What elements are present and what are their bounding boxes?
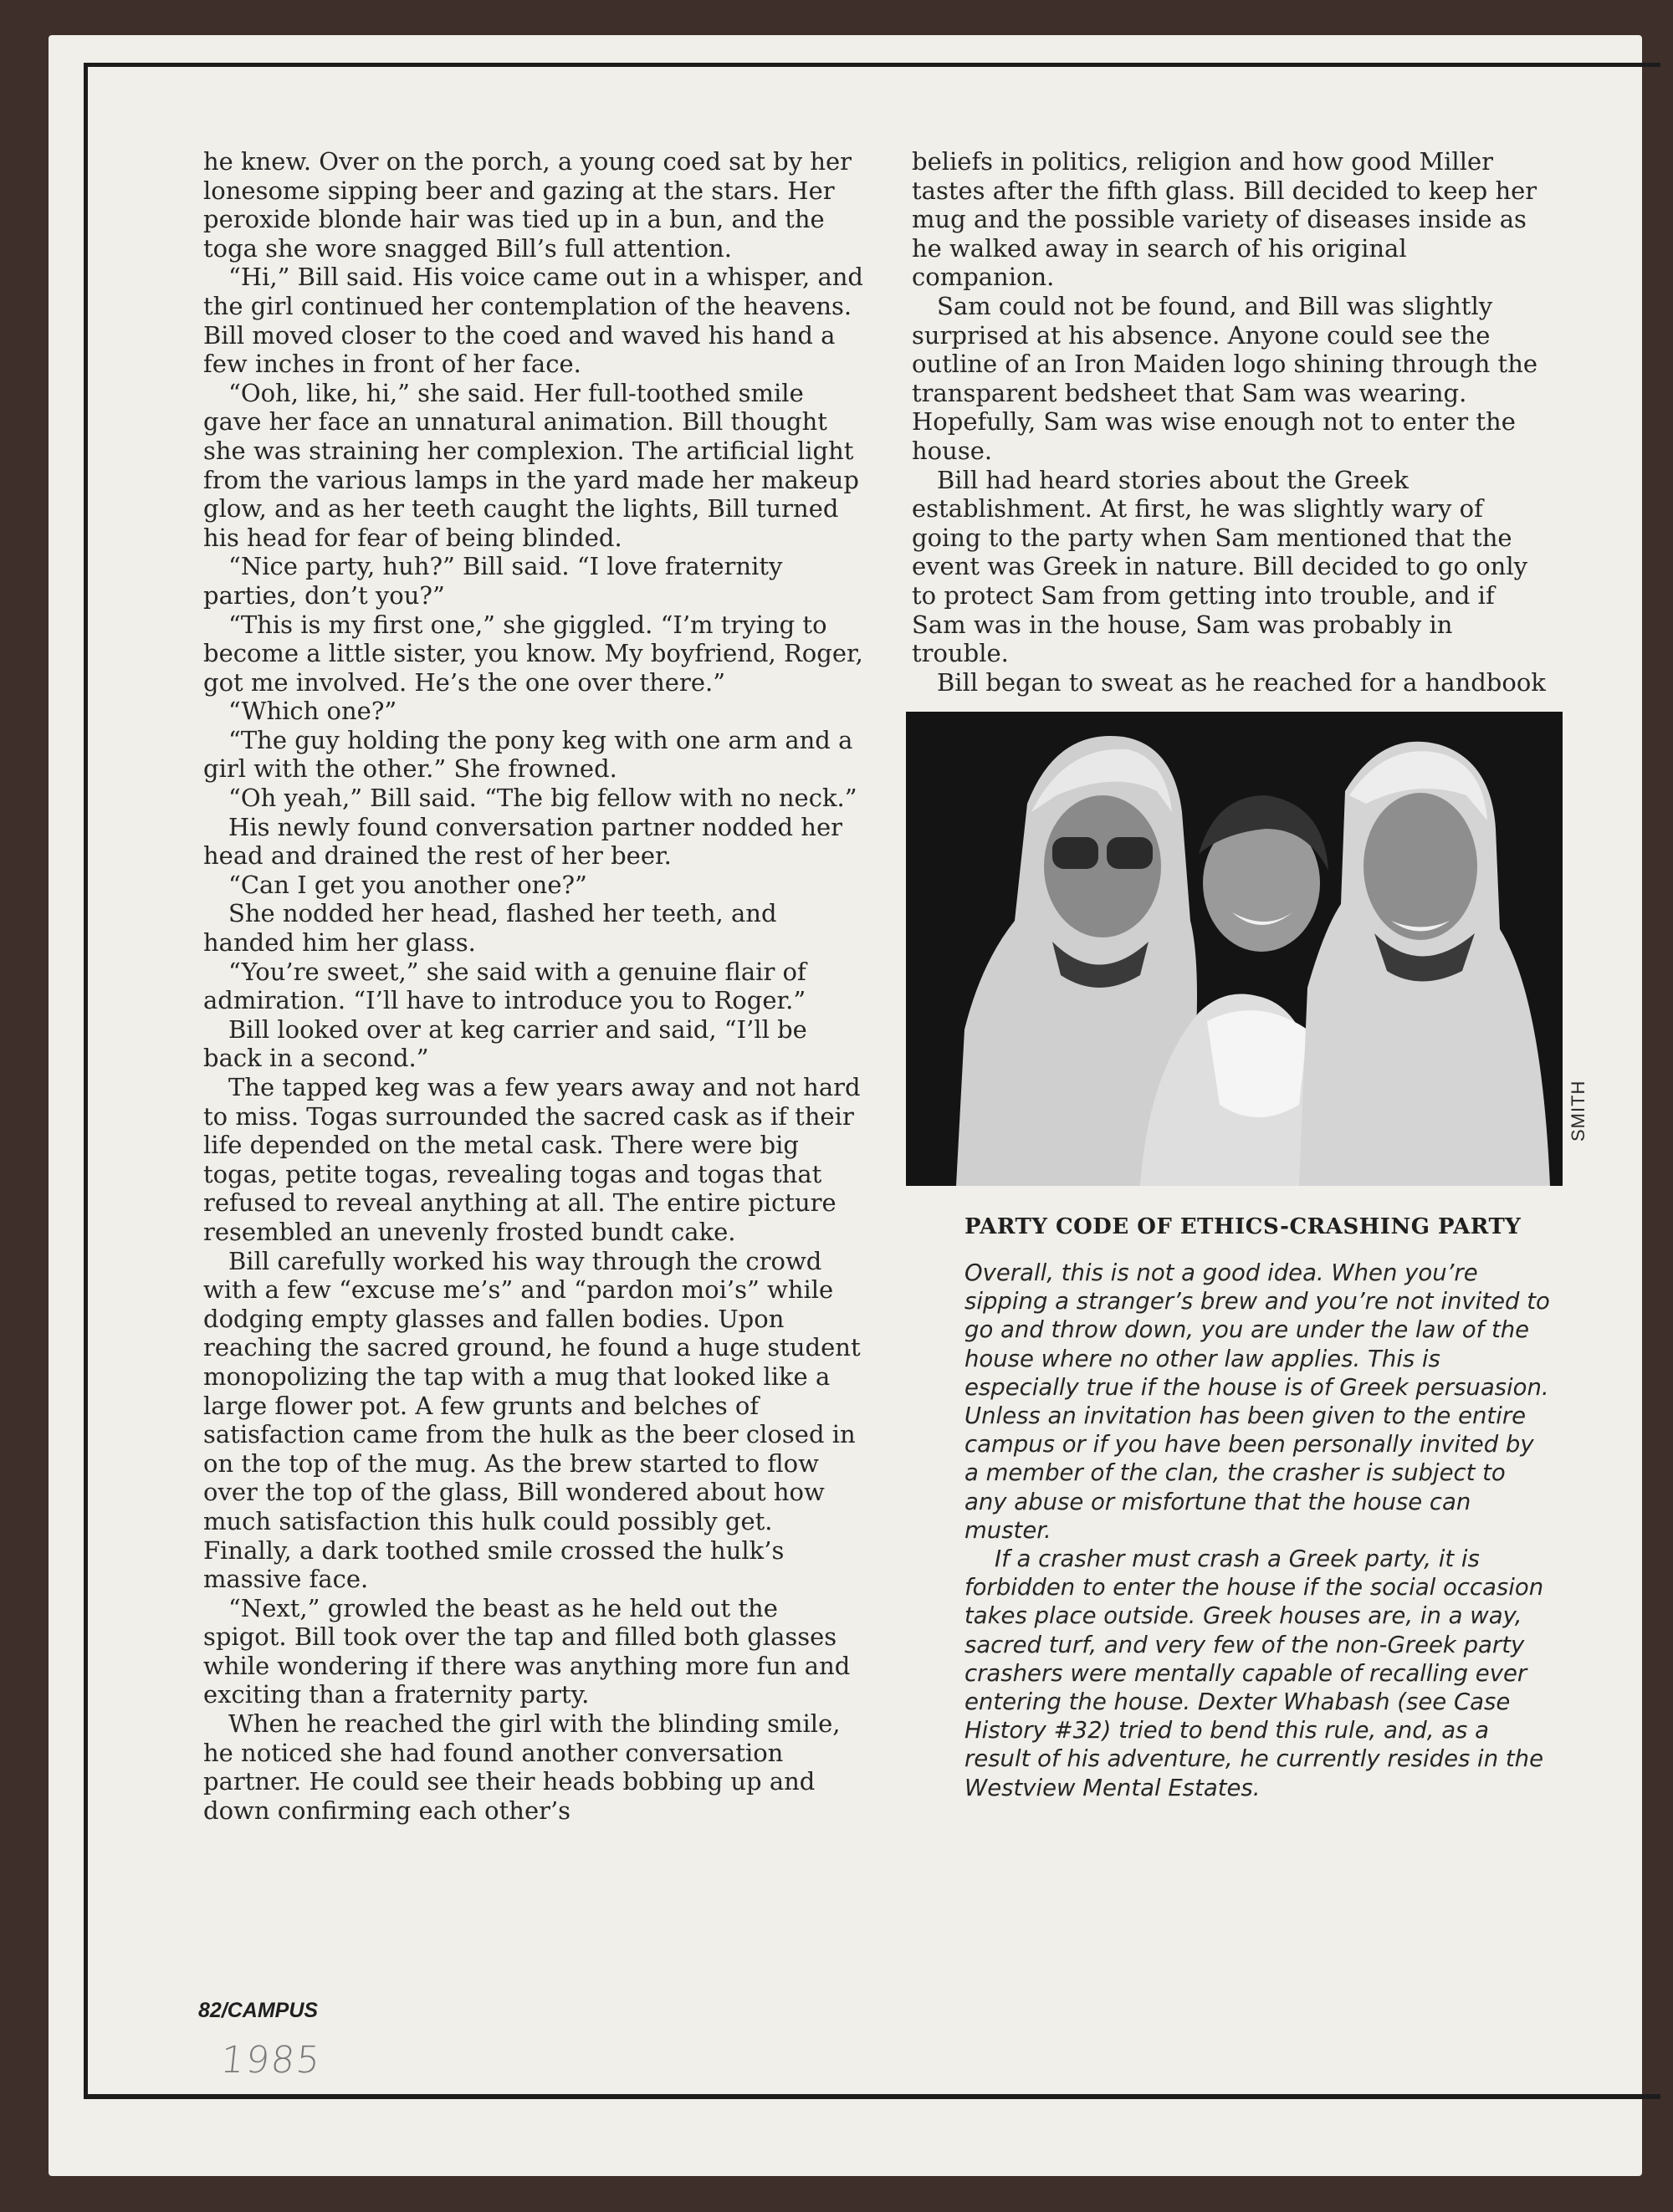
party-photo-illustration [906, 712, 1563, 1186]
page-folio: 82/CAMPUS [198, 1999, 319, 2022]
handwritten-year: 1985 [218, 2039, 324, 2082]
sidebar-heading: PARTY CODE OF ETHICS-CRASHING PARTY [964, 1214, 1522, 1239]
article-paragraph: “Can I get you another one?” [228, 870, 587, 899]
sidebar-body [964, 1259, 1550, 1802]
article-paragraph: “You’re sweet,” she said with a genuine flair of admiration. “I’ll have to introduce you to Roger.” [203, 957, 806, 1015]
article-paragraph: Bill had heard stories about the Greek establishment. At first, he was slightly wary of going to the party when Sam mentioned that the event was Greek in nature. Bill decided to go only to protect Sam from getting into trouble, and if Sam was in the house, Sam was probably in trouble. [912, 465, 1528, 668]
article-paragraph: he knew. Over on the porch, a young coed sat by her lonesome sipping beer and gazing at the stars. Her peroxide blonde hair was tied up in a bun, and the toga she wore snagged Bill’s full attention. [203, 147, 852, 263]
article-paragraph: “Nice party, huh?” Bill said. “I love fraternity parties, don’t you?” [203, 552, 783, 610]
article-paragraph: When he reached the girl with the blinding smile, he noticed she had found another conversation partner. He could see their heads bobbing up and down confirming each other’s [203, 1709, 841, 1825]
article-paragraph: “Hi,” Bill said. His voice came out in a whisper, and the girl continued her contemplation of the heavens. Bill moved closer to the coed and waved his hand a few inches in front of her face. [203, 263, 863, 379]
sidebar-paragraph: If a crasher must crash a Greek party, it is forbidden to enter the house if the social occasion takes place outside. Greek houses are, in a way, sacred turf, and very few of the non-Greek party crashers were mentally capable of recalling ever entering the house. Dexter Whabash (see Case History #32) tried to bend this rule, and, as a result of his adventure, he currently resides in the Westview Mental Estates. [964, 1545, 1544, 1801]
article-paragraph: beliefs in politics, religion and how good Miller tastes after the fifth glass. Bill decided to keep her mug and the possible variety of diseases inside as he walked away in search of his original companion. [912, 147, 1537, 292]
article-left-column [203, 147, 868, 1825]
article-paragraph: She nodded her head, flashed her teeth, and handed him her glass. [203, 899, 777, 958]
article-paragraph: “Which one?” [228, 697, 397, 726]
photo-credit: SMITH [1568, 1080, 1589, 1142]
article-paragraph: The tapped keg was a few years away and not hard to miss. Togas surrounded the sacred cask as if their life depended on the metal cask. There were big togas, petite togas, revealing togas and togas that refused to reveal anything at all. The entire picture resembled an unevenly frosted bundt cake. [203, 1073, 861, 1246]
article-paragraph: Bill carefully worked his way through the crowd with a few “excuse me’s” and “pardon moi’s” while dodging empty glasses and fallen bodies. Upon reaching the sacred ground, he found a huge student monopolizing the tap with a mug that looked like a large flower pot. A few grunts and belches of satisfaction came from the hulk as the beer closed in on the top of the mug. As the brew started to flow over the top of the glass, Bill wondered about how much satisfaction this hulk could possibly get. Finally, a dark toothed smile crossed the hulk’s massive face. [203, 1246, 861, 1594]
article-paragraph: Sam could not be found, and Bill was slightly surprised at his absence. Anyone could see the outline of an Iron Maiden logo shining through the transparent bedsheet that Sam was wearing. Hopefully, Sam was wise enough not to enter the house. [912, 291, 1538, 465]
article-paragraph: Bill looked over at keg carrier and said, “I’ll be back in a second.” [203, 1014, 807, 1073]
article-paragraph: “Oh yeah,” Bill said. “The big fellow with no neck.” [228, 784, 857, 813]
article-right-column [912, 147, 1556, 697]
article-paragraph: His newly found conversation partner nodded her head and drained the rest of her beer. [203, 812, 842, 871]
article-paragraph: Bill began to sweat as he reached for a handbook [937, 667, 1546, 697]
article-paragraph: “Ooh, like, hi,” she said. Her full-toothed smile gave her face an unnatural animation. Bill thought she was straining her complexion. The artificial light from the various lamps in the yard made her makeup glow, and as her teeth caught the lights, Bill turned his head for fear of being blinded. [203, 378, 859, 552]
article-paragraph: “Next,” growled the beast as he held out the spigot. Bill took over the tap and filled both glasses while wondering if there was anything more fun and exciting than a fraternity party. [203, 1593, 851, 1709]
sidebar-paragraph: Overall, this is not a good idea. When you’re sipping a stranger’s brew and you’re not invited to go and throw down, you are under the law of the house where no other law applies. This is especially true if the house is of Greek persuasion. Unless an invitation has been given to the entire campus or if you have been personally invited by a member of the clan, the crasher is subject to any abuse or misfortune that the house can muster. [964, 1259, 1550, 1544]
party-photo [906, 712, 1563, 1186]
article-paragraph: “The guy holding the pony keg with one arm and a girl with the other.” She frowned. [203, 725, 853, 784]
article-paragraph: “This is my first one,” she giggled. “I’m trying to become a little sister, you know. My boyfriend, Roger, got me involved. He’s the one over there.” [203, 610, 863, 697]
